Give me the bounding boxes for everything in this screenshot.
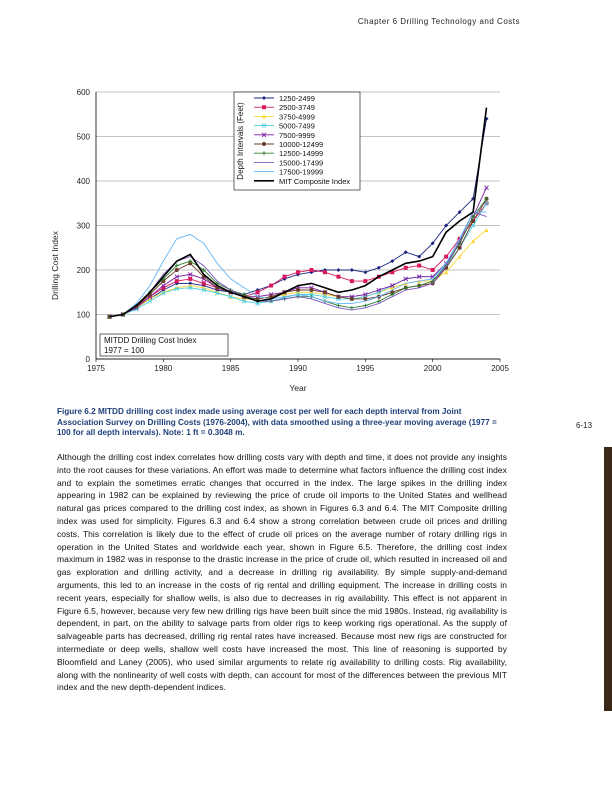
series-line	[110, 212, 487, 317]
x-tick-label: 1980	[154, 364, 173, 373]
y-tick-label: 300	[76, 221, 90, 231]
legend-label: 12500-14999	[279, 149, 324, 159]
data-point	[262, 142, 266, 146]
x-tick-label: 2000	[423, 364, 442, 373]
data-point	[336, 275, 340, 279]
data-point	[323, 290, 327, 294]
data-point	[444, 255, 448, 259]
data-point	[309, 268, 313, 272]
x-axis-label: Year	[289, 383, 307, 393]
x-tick-label: 1990	[289, 364, 307, 373]
legend-label: MIT Composite Index	[279, 176, 351, 186]
data-point	[404, 266, 408, 270]
x-tick-label: 1995	[356, 364, 375, 373]
y-tick-label: 400	[76, 177, 90, 186]
annotation-text: MITDD Drilling Cost Index	[104, 336, 197, 345]
data-point	[175, 279, 179, 283]
data-point	[269, 284, 273, 288]
chapter-tab-marker	[604, 447, 612, 711]
y-tick-label: 200	[76, 266, 90, 275]
x-tick-label: 2005	[491, 364, 509, 373]
data-point	[363, 270, 367, 274]
drilling-cost-index-chart	[40, 82, 520, 402]
y-tick-label: 0	[85, 355, 90, 364]
series-line	[110, 203, 487, 316]
series-7500-9999	[107, 186, 488, 319]
series-line	[110, 203, 487, 316]
running-header: Chapter 6 Drilling Technology and Costs	[357, 17, 520, 26]
y-tick-label: 100	[76, 310, 90, 320]
y-axis-label: Drilling Cost Index	[50, 231, 60, 300]
data-point	[202, 281, 206, 285]
legend-label: 10000-12499	[279, 140, 324, 149]
data-point	[336, 295, 340, 299]
data-point	[309, 288, 313, 292]
x-tick-label: 1975	[87, 364, 105, 373]
data-point	[363, 279, 367, 283]
data-point	[262, 105, 266, 109]
data-point	[283, 275, 287, 279]
data-point	[336, 268, 340, 272]
data-point	[485, 228, 489, 232]
data-point	[296, 288, 300, 292]
data-point	[377, 266, 381, 270]
series-line	[110, 212, 487, 317]
series-15000-17499	[110, 212, 487, 317]
data-point	[350, 297, 354, 301]
data-point	[431, 268, 435, 272]
series-5000-7499	[107, 201, 488, 318]
data-point	[417, 264, 421, 268]
legend-label: 5000-7499	[279, 121, 315, 131]
y-tick-label: 600	[76, 88, 90, 97]
annotation-text: 1977 = 100	[104, 346, 145, 355]
legend-label: 15000-17499	[279, 158, 324, 168]
legend-label: 7500-9999	[279, 130, 315, 140]
data-point	[350, 279, 354, 283]
x-tick-label: 1985	[221, 364, 240, 373]
data-point	[296, 270, 300, 274]
body-paragraph: Although the drilling cost index correlates how drilling costs vary with depth and time, it does not provide any insights into the root causes for these variations. An effort was made to determine what factors influence the drilling cost index and to explain the sometimes erratic changes that occurred in the index. The large spikes in the drilling index appearing in 1982 can be explained by reviewing the price of crude oil imports to the United States and wellhead natural gas prices compared to the drilling cost index, as shown in Figures 6.3 and 6.4. The MIT Composite drilling index was used for simplicity. Figures 6.3 and 6.4 show a strong correlation between crude oil prices and drilling costs. This correlation is likely due to the effect of crude oil prices on the average number of rotary drilling rigs in operation in the United States and worldwide each year, shown in Figure 6.5. Therefore, the drilling cost index maximum in 1982 was in response to the drastic increase in the price of crude oil, which resulted in increased oil and gas exploration and drilling activity, and a decrease in drilling rig availability. By simple supply-and-demand arguments, this led to an increase in the costs of rig rental and drilling equipment. The increase in drilling costs in recent years, especially for shallow wells, is also due to decreases in rig availability. This effect is not apparent in Figure 6.5, however, because very few new drilling rigs have been built since the mid 1980s. Instead, rig availability is dependent, in part, on the ability to salvage parts from older rigs to keep working rigs operational. As the supply of salvageable parts has decreased, drilling rig rental rates have increased. Because most new rigs are constructed for intermediate or deep wells, shallow well costs have increased the most. This line of reasoning is supported by Bloomfield and Laney (2005), who used similar arguments to relate rig availability to drilling costs. Rig availability, along with the nonlinearity of well costs with depth, can account for most of the differences between the previous MIT index and the new depth-dependent indices.	[57, 452, 507, 693]
series-17500-19999	[110, 212, 487, 317]
legend-title: Depth Intervals (Feet)	[236, 102, 245, 180]
data-point	[256, 290, 260, 294]
data-point	[323, 270, 327, 274]
data-point	[350, 306, 354, 310]
body-text	[57, 451, 507, 694]
legend-label: 17500-19999	[279, 167, 324, 177]
page-number: 6-13	[576, 421, 593, 430]
series-2500-3749	[107, 201, 488, 318]
figure-caption: Figure 6.2 MITDD drilling cost index made using average cost per well for each depth interval from Joint Association Survey on Drilling Costs (1976-2004), with data smoothed using a three-year moving average (1977 = 100 for all depth intervals). Note: 1 ft = 0.3048 m.	[57, 407, 497, 438]
data-point	[175, 268, 179, 272]
legend-label: 2500-3749	[279, 103, 315, 113]
legend-label: 1250-2499	[279, 94, 315, 103]
data-point	[188, 277, 192, 281]
y-tick-label: 500	[76, 132, 90, 142]
data-point	[485, 186, 489, 190]
data-point	[350, 268, 354, 272]
legend-label: 3750-4999	[279, 112, 315, 122]
